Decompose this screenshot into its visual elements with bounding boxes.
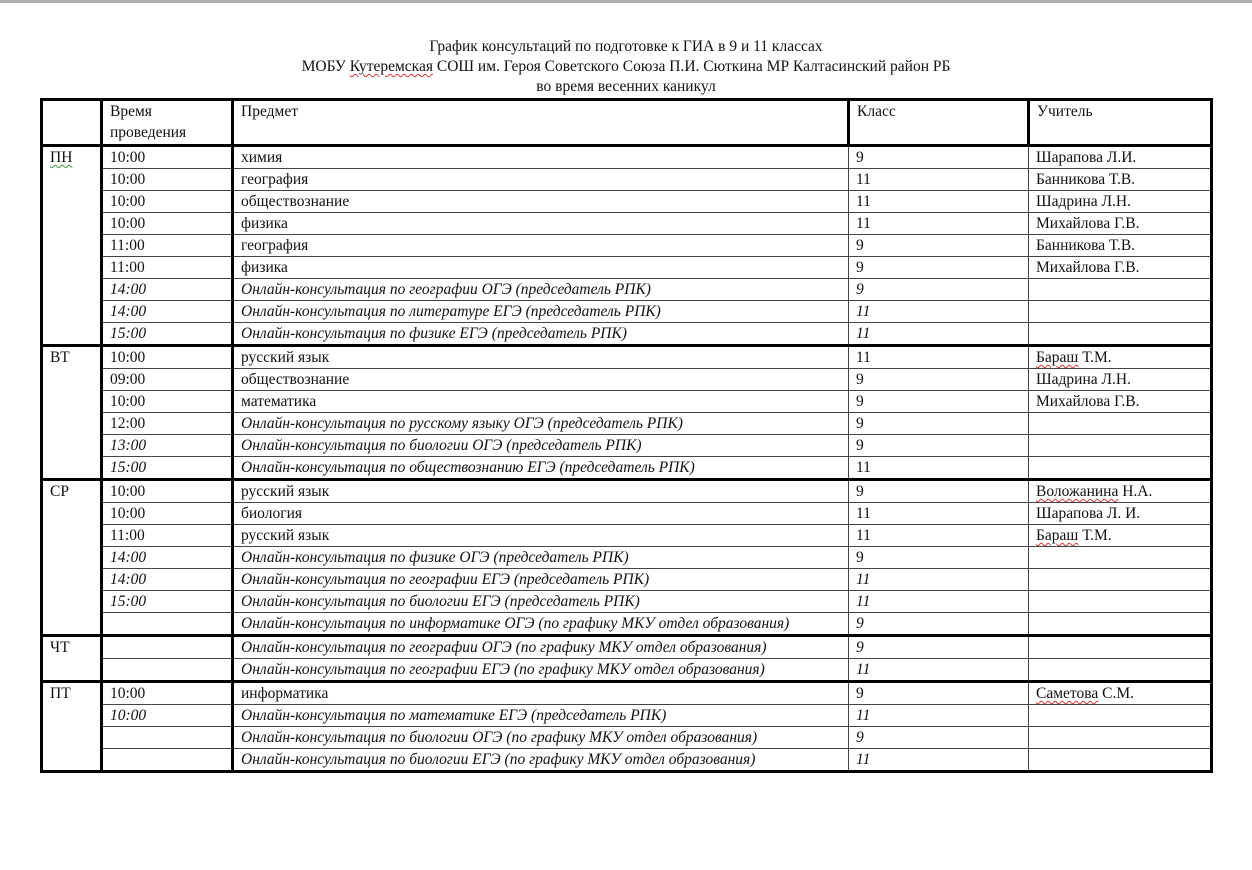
day-label: ЧТ <box>50 639 70 656</box>
time-cell-text: 10:00 <box>110 215 146 232</box>
class-cell <box>849 169 1029 191</box>
class-cell-text: 11 <box>856 571 871 588</box>
subject-cell-text: физика <box>241 215 288 232</box>
document-title <box>0 37 1252 97</box>
header-day <box>42 100 102 146</box>
class-cell <box>849 323 1029 346</box>
title-line-1: График консультаций по подготовке к ГИА в 9 и 11 классах <box>429 38 823 55</box>
teacher-cell <box>1029 457 1212 480</box>
table-row <box>42 323 1212 346</box>
time-cell <box>102 146 233 169</box>
header-time: Время проведения <box>102 100 233 146</box>
table-row <box>42 301 1212 323</box>
table-row <box>42 257 1212 279</box>
time-cell-text: 11:00 <box>110 527 145 544</box>
table-row <box>42 705 1212 727</box>
title-line-2 <box>0 57 1252 77</box>
teacher-cell <box>1029 525 1212 547</box>
teacher-cell <box>1029 369 1212 391</box>
subject-cell <box>233 301 849 323</box>
table-row <box>42 279 1212 301</box>
teacher-cell <box>1029 146 1212 169</box>
class-cell-text: 9 <box>856 729 864 746</box>
class-cell <box>849 503 1029 525</box>
table-row <box>42 369 1212 391</box>
subject-cell-text: Онлайн-консультация по физике ЕГЭ (председатель РПК) <box>241 325 627 342</box>
class-cell <box>849 435 1029 457</box>
time-cell <box>102 169 233 191</box>
table-row <box>42 213 1212 235</box>
time-cell <box>102 279 233 301</box>
table-row <box>42 235 1212 257</box>
time-cell-text: 11:00 <box>110 259 145 276</box>
schedule-table <box>40 98 1213 773</box>
teacher-cell <box>1029 279 1212 301</box>
time-cell-text: 14:00 <box>110 571 147 588</box>
class-cell-text: 9 <box>856 259 864 276</box>
subject-cell <box>233 705 849 727</box>
time-cell <box>102 457 233 480</box>
time-cell <box>102 636 233 659</box>
teacher-cell-text: Шарапова Л.И. <box>1036 149 1137 166</box>
subject-cell <box>233 457 849 480</box>
class-cell <box>849 636 1029 659</box>
time-cell <box>102 413 233 435</box>
class-cell <box>849 146 1029 169</box>
class-cell-text: 11 <box>856 527 871 544</box>
teacher-cell <box>1029 682 1212 705</box>
teacher-cell-text: Бараш Т.М. <box>1036 527 1112 544</box>
class-cell-text: 9 <box>856 281 864 298</box>
class-cell-text: 11 <box>856 751 871 768</box>
subject-cell <box>233 682 849 705</box>
table-row <box>42 636 1212 659</box>
spellcheck-flagged-word: Воложанина <box>1036 483 1119 500</box>
class-cell-text: 11 <box>856 459 871 476</box>
subject-cell-text: Онлайн-консультация по информатике ОГЭ (по графику МКУ отдел образования) <box>241 615 790 632</box>
subject-cell <box>233 346 849 369</box>
title-line-3: во время весенних каникул <box>536 78 716 95</box>
time-cell-text: 10:00 <box>110 349 146 366</box>
day-cell <box>42 146 102 346</box>
table-row <box>42 727 1212 749</box>
teacher-cell <box>1029 301 1212 323</box>
teacher-cell-text: Шадрина Л.Н. <box>1036 193 1131 210</box>
subject-cell <box>233 503 849 525</box>
time-cell-text: 12:00 <box>110 415 146 432</box>
subject-cell-text: Онлайн-консультация по литературе ЕГЭ (председатель РПК) <box>241 303 661 320</box>
class-cell <box>849 613 1029 636</box>
subject-cell-text: математика <box>241 393 317 410</box>
subject-cell <box>233 169 849 191</box>
class-cell <box>849 727 1029 749</box>
time-cell <box>102 569 233 591</box>
subject-cell-text: Онлайн-консультация по географии ЕГЭ (председатель РПК) <box>241 571 650 588</box>
subject-cell <box>233 235 849 257</box>
spellcheck-flagged-word: Бараш <box>1036 349 1079 366</box>
class-cell-text: 11 <box>856 215 871 232</box>
table-row <box>42 146 1212 169</box>
teacher-cell <box>1029 346 1212 369</box>
time-cell-text: 09:00 <box>110 371 146 388</box>
teacher-cell <box>1029 659 1212 682</box>
class-cell-text: 9 <box>856 371 864 388</box>
subject-cell-text: Онлайн-консультация по биологии ОГЭ (по графику МКУ отдел образования) <box>241 729 758 746</box>
subject-cell <box>233 146 849 169</box>
table-header-row <box>42 100 1212 146</box>
spellcheck-flagged-word: Бараш <box>1036 527 1079 544</box>
table-row <box>42 169 1212 191</box>
header-class: Класс <box>849 100 1029 146</box>
subject-cell-text: физика <box>241 259 288 276</box>
teacher-cell <box>1029 235 1212 257</box>
subject-cell-text: информатика <box>241 685 329 702</box>
time-cell-text: 10:00 <box>110 685 146 702</box>
table-row <box>42 749 1212 772</box>
class-cell-text: 11 <box>856 349 871 366</box>
subject-cell-text: география <box>241 171 309 188</box>
time-cell <box>102 369 233 391</box>
teacher-cell <box>1029 636 1212 659</box>
class-cell <box>849 659 1029 682</box>
teacher-cell-text: Шадрина Л.Н. <box>1036 371 1131 388</box>
teacher-cell <box>1029 547 1212 569</box>
table-row <box>42 547 1212 569</box>
subject-cell <box>233 591 849 613</box>
header-teacher: Учитель <box>1029 100 1212 146</box>
time-cell <box>102 323 233 346</box>
subject-cell-text: Онлайн-консультация по биологии ЕГЭ (по графику МКУ отдел образования) <box>241 751 756 768</box>
time-cell-text: 13:00 <box>110 437 147 454</box>
subject-cell <box>233 569 849 591</box>
subject-cell <box>233 525 849 547</box>
day-label: ПТ <box>50 685 71 702</box>
subject-cell <box>233 213 849 235</box>
class-cell-text: 11 <box>856 707 871 724</box>
subject-cell <box>233 323 849 346</box>
class-cell-text: 9 <box>856 639 864 656</box>
subject-cell-text: Онлайн-консультация по географии ЕГЭ (по графику МКУ отдел образования) <box>241 661 765 678</box>
class-cell <box>849 301 1029 323</box>
class-cell-text: 11 <box>856 661 871 678</box>
subject-cell-text: обществознание <box>241 371 350 388</box>
class-cell <box>849 569 1029 591</box>
time-cell <box>102 191 233 213</box>
header-subject: Предмет <box>233 100 849 146</box>
time-cell-text: 10:00 <box>110 707 147 724</box>
time-cell-text: 15:00 <box>110 593 147 610</box>
time-cell-text: 14:00 <box>110 303 147 320</box>
class-cell-text: 9 <box>856 483 864 500</box>
subject-cell <box>233 727 849 749</box>
time-cell-text: 10:00 <box>110 483 146 500</box>
time-cell <box>102 346 233 369</box>
subject-cell <box>233 435 849 457</box>
table-row <box>42 503 1212 525</box>
class-cell <box>849 191 1029 213</box>
time-cell-text: 10:00 <box>110 149 146 166</box>
class-cell-text: 9 <box>856 237 864 254</box>
subject-cell <box>233 636 849 659</box>
table-row <box>42 659 1212 682</box>
day-cell <box>42 636 102 682</box>
table-row <box>42 435 1212 457</box>
title-line-2-pre: МОБУ <box>301 58 350 75</box>
time-cell-text: 10:00 <box>110 393 146 410</box>
subject-cell <box>233 191 849 213</box>
class-cell <box>849 257 1029 279</box>
time-cell <box>102 749 233 772</box>
teacher-cell-text: Шарапова Л. И. <box>1036 505 1141 522</box>
class-cell-text: 11 <box>856 171 871 188</box>
class-cell <box>849 235 1029 257</box>
time-cell-text: 15:00 <box>110 325 147 342</box>
class-cell-text: 11 <box>856 593 871 610</box>
teacher-cell <box>1029 705 1212 727</box>
teacher-cell-text: Михайлова Г.В. <box>1036 259 1140 276</box>
subject-cell <box>233 659 849 682</box>
time-cell <box>102 705 233 727</box>
subject-cell <box>233 279 849 301</box>
time-cell-text: 10:00 <box>110 505 146 522</box>
time-cell <box>102 503 233 525</box>
class-cell <box>849 749 1029 772</box>
table-row <box>42 682 1212 705</box>
class-cell <box>849 413 1029 435</box>
spellcheck-flagged-word: Кутеремская <box>349 58 433 75</box>
subject-cell <box>233 369 849 391</box>
time-cell-text: 14:00 <box>110 549 147 566</box>
subject-cell-text: биология <box>241 505 302 522</box>
subject-cell <box>233 257 849 279</box>
subject-cell <box>233 413 849 435</box>
subject-cell-text: Онлайн-консультация по биологии ОГЭ (председатель РПК) <box>241 437 642 454</box>
class-cell-text: 11 <box>856 505 871 522</box>
teacher-cell <box>1029 257 1212 279</box>
day-cell <box>42 480 102 636</box>
teacher-cell <box>1029 749 1212 772</box>
teacher-cell <box>1029 435 1212 457</box>
table-row <box>42 525 1212 547</box>
class-cell <box>849 279 1029 301</box>
spellcheck-flagged-word: Саметова <box>1036 685 1099 702</box>
subject-cell-text: Онлайн-консультация по русскому языку ОГЭ (председатель РПК) <box>241 415 683 432</box>
table-row <box>42 413 1212 435</box>
class-cell-text: 9 <box>856 437 864 454</box>
day-cell <box>42 682 102 772</box>
table-row <box>42 191 1212 213</box>
teacher-cell-text: Михайлова Г.В. <box>1036 393 1140 410</box>
table-row <box>42 391 1212 413</box>
class-cell-text: 9 <box>856 415 864 432</box>
day-label: СР <box>50 483 69 500</box>
teacher-cell <box>1029 191 1212 213</box>
class-cell-text: 9 <box>856 615 864 632</box>
time-cell-text: 15:00 <box>110 459 147 476</box>
class-cell-text: 9 <box>856 149 864 166</box>
teacher-cell <box>1029 391 1212 413</box>
teacher-cell <box>1029 591 1212 613</box>
subject-cell-text: Онлайн-консультация по географии ОГЭ (по графику МКУ отдел образования) <box>241 639 767 656</box>
class-cell <box>849 705 1029 727</box>
time-cell <box>102 682 233 705</box>
subject-cell-text: русский язык <box>241 349 330 366</box>
class-cell-text: 9 <box>856 549 864 566</box>
subject-cell-text: география <box>241 237 309 254</box>
day-label: ВТ <box>50 349 70 366</box>
teacher-cell <box>1029 169 1212 191</box>
time-cell <box>102 213 233 235</box>
class-cell-text: 11 <box>856 303 871 320</box>
subject-cell-text: Онлайн-консультация по математике ЕГЭ (председатель РПК) <box>241 707 667 724</box>
class-cell <box>849 369 1029 391</box>
table-row <box>42 480 1212 503</box>
teacher-cell <box>1029 613 1212 636</box>
class-cell-text: 9 <box>856 685 864 702</box>
teacher-cell-text: Бараш Т.М. <box>1036 349 1112 366</box>
table-row <box>42 613 1212 636</box>
table-row <box>42 346 1212 369</box>
time-cell <box>102 547 233 569</box>
subject-cell-text: русский язык <box>241 483 330 500</box>
subject-cell <box>233 749 849 772</box>
subject-cell-text: Онлайн-консультация по географии ОГЭ (председатель РПК) <box>241 281 651 298</box>
time-cell-text: 10:00 <box>110 171 146 188</box>
teacher-cell-text: Банникова Т.В. <box>1036 237 1136 254</box>
schedule-body <box>42 146 1212 772</box>
time-cell-text: 10:00 <box>110 193 146 210</box>
class-cell <box>849 391 1029 413</box>
subject-cell-text: Онлайн-консультация по физике ОГЭ (председатель РПК) <box>241 549 629 566</box>
subject-cell-text: Онлайн-консультация по биологии ЕГЭ (председатель РПК) <box>241 593 640 610</box>
teacher-cell <box>1029 480 1212 503</box>
class-cell <box>849 457 1029 480</box>
day-cell <box>42 346 102 480</box>
teacher-cell <box>1029 569 1212 591</box>
time-cell <box>102 235 233 257</box>
teacher-cell <box>1029 213 1212 235</box>
class-cell-text: 11 <box>856 193 871 210</box>
time-cell <box>102 525 233 547</box>
class-cell-text: 11 <box>856 325 871 342</box>
teacher-cell-text: Саметова С.М. <box>1036 685 1134 702</box>
time-cell <box>102 659 233 682</box>
time-cell <box>102 435 233 457</box>
day-label: ПН <box>50 149 73 166</box>
class-cell-text: 9 <box>856 393 864 410</box>
title-line-2-post: СОШ им. Героя Советского Союза П.И. Сюткина МР Калтасинский район РБ <box>432 58 951 75</box>
time-cell-text: 11:00 <box>110 237 145 254</box>
time-cell <box>102 257 233 279</box>
time-cell <box>102 727 233 749</box>
subject-cell-text: русский язык <box>241 527 330 544</box>
table-row <box>42 591 1212 613</box>
subject-cell-text: обществознание <box>241 193 350 210</box>
subject-cell <box>233 613 849 636</box>
class-cell <box>849 525 1029 547</box>
subject-cell <box>233 391 849 413</box>
teacher-cell-text: Михайлова Г.В. <box>1036 215 1140 232</box>
time-cell <box>102 591 233 613</box>
subject-cell <box>233 547 849 569</box>
class-cell <box>849 480 1029 503</box>
class-cell <box>849 682 1029 705</box>
class-cell <box>849 591 1029 613</box>
table-row <box>42 457 1212 480</box>
teacher-cell-text: Банникова Т.В. <box>1036 171 1136 188</box>
class-cell <box>849 346 1029 369</box>
table-row <box>42 569 1212 591</box>
class-cell <box>849 213 1029 235</box>
teacher-cell <box>1029 413 1212 435</box>
time-cell <box>102 301 233 323</box>
teacher-cell <box>1029 727 1212 749</box>
window-top-edge <box>0 0 1252 3</box>
subject-cell-text: Онлайн-консультация по обществознанию ЕГЭ (председатель РПК) <box>241 459 695 476</box>
time-cell <box>102 613 233 636</box>
subject-cell-text: химия <box>241 149 283 166</box>
subject-cell <box>233 480 849 503</box>
time-cell <box>102 480 233 503</box>
teacher-cell <box>1029 503 1212 525</box>
teacher-cell-text: Воложанина Н.А. <box>1036 483 1153 500</box>
time-cell <box>102 391 233 413</box>
class-cell <box>849 547 1029 569</box>
time-cell-text: 14:00 <box>110 281 147 298</box>
teacher-cell <box>1029 323 1212 346</box>
